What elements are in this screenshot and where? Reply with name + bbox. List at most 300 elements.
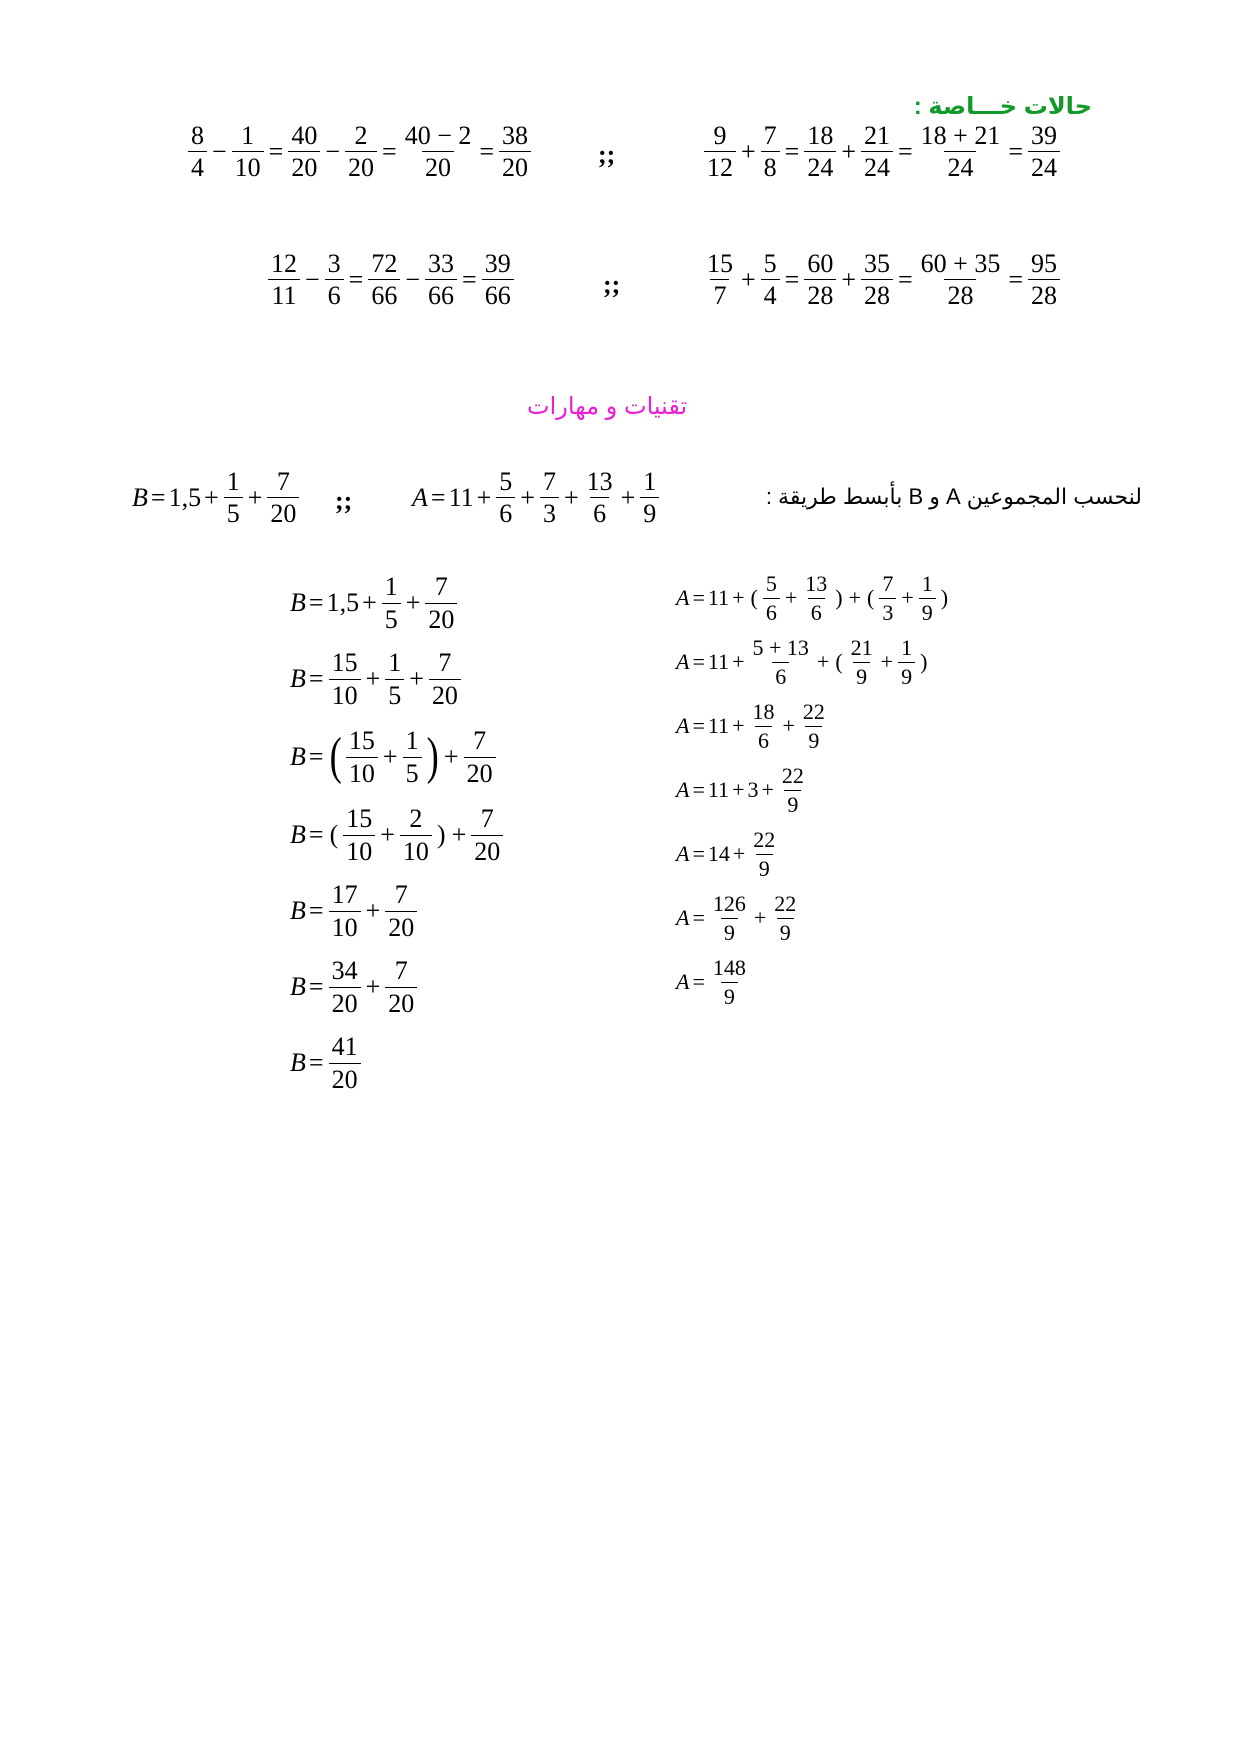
numerator: 15	[706, 249, 733, 278]
numerator: 13	[805, 571, 828, 597]
fraction	[429, 649, 461, 709]
step-B-row	[290, 640, 505, 718]
math-operator: +	[816, 649, 830, 674]
fraction	[464, 727, 496, 787]
denominator: 11	[268, 279, 299, 309]
fraction	[368, 250, 400, 310]
numerator: 7	[542, 467, 556, 496]
numerator: 7	[480, 804, 494, 834]
step-B-row	[290, 796, 505, 874]
denominator: 10	[343, 835, 375, 865]
numerator: 60	[807, 249, 834, 278]
numerator: 5 + 13	[752, 635, 809, 661]
math-operator: =	[692, 713, 705, 738]
math-operator: +	[841, 136, 856, 166]
fraction	[329, 649, 361, 709]
numerator: 1	[388, 648, 402, 678]
denominator: 20	[422, 151, 454, 181]
separator: ;;	[598, 140, 616, 169]
numerator: 18 + 21	[920, 121, 1001, 150]
math-number: 11	[707, 649, 730, 674]
math-operator: =	[692, 777, 705, 802]
math-operator: =	[784, 136, 800, 166]
fraction	[710, 956, 749, 1007]
steps-A	[676, 566, 951, 1014]
denominator: 24	[944, 151, 976, 181]
denominator: 3	[879, 598, 896, 624]
numerator: 5	[765, 571, 777, 597]
math-operator: +	[476, 482, 492, 512]
numerator: 13	[586, 467, 613, 496]
math-variable: A	[676, 713, 690, 738]
denominator: 20	[288, 151, 320, 181]
math-operator: =	[308, 896, 324, 925]
numerator: 7	[276, 467, 290, 496]
math-variable: A	[676, 649, 690, 674]
fraction	[268, 250, 300, 310]
fraction	[325, 250, 344, 310]
fraction	[779, 764, 807, 815]
fraction	[704, 250, 736, 310]
fraction	[329, 957, 361, 1017]
math-operator: =	[897, 136, 913, 166]
fraction	[750, 828, 778, 879]
math-number: 1,5	[168, 482, 202, 512]
math-operator: +	[841, 264, 856, 294]
denominator: 9	[805, 726, 822, 752]
numerator: 7	[394, 880, 408, 910]
math-operator: =	[462, 264, 477, 294]
denominator: 6	[808, 598, 825, 624]
denominator: 9	[721, 918, 738, 944]
math-operator: =	[479, 136, 495, 166]
math-variable: A	[676, 905, 690, 930]
denominator: 5	[382, 603, 401, 633]
large-parenthesis: )	[426, 728, 439, 785]
math-number: 11	[707, 585, 730, 610]
math-operator: +	[520, 482, 535, 512]
numerator: 9	[713, 121, 727, 150]
fraction	[471, 805, 503, 865]
numerator: 21	[863, 121, 890, 150]
math-operator: +	[247, 482, 263, 512]
denominator: 9	[640, 497, 659, 527]
numerator: 39	[1031, 121, 1057, 150]
math-operator: +	[409, 664, 424, 693]
math-operator: (	[750, 585, 758, 610]
math-operator: +	[753, 905, 767, 930]
math-variable: B	[290, 972, 306, 1001]
numerator: 7	[882, 571, 894, 597]
steps-B	[290, 566, 505, 1100]
fraction	[761, 250, 780, 310]
fraction	[918, 250, 1004, 310]
numerator: 34	[331, 956, 358, 986]
large-parenthesis: (	[329, 728, 342, 785]
math-operator: +	[405, 588, 421, 617]
numerator: 1	[226, 467, 240, 496]
fraction	[800, 700, 828, 751]
math-operator: =	[692, 905, 705, 930]
fraction	[584, 468, 616, 528]
numerator: 12	[271, 249, 297, 278]
math-operator: +	[563, 482, 579, 512]
fraction	[704, 122, 736, 182]
math-variable: A	[676, 777, 690, 802]
denominator: 20	[329, 987, 361, 1017]
math-operator: +	[204, 482, 219, 512]
math-variable: B	[290, 588, 306, 617]
step-A-row	[676, 630, 951, 694]
numerator: 1	[241, 121, 255, 150]
numerator: 35	[863, 249, 890, 278]
math-operator: =	[308, 820, 324, 849]
instruction-text: لنحسب المجموعين A و B بأبسط طريقة :	[765, 484, 1142, 509]
denominator: 9	[919, 598, 936, 624]
denominator: 10	[346, 757, 378, 787]
fraction	[1028, 250, 1060, 310]
numerator: 39	[484, 249, 511, 278]
denominator: 20	[429, 679, 461, 709]
denominator: 28	[804, 279, 836, 309]
denominator: 10	[329, 911, 361, 941]
denominator: 8	[761, 151, 780, 181]
step-A-row	[676, 886, 951, 950]
fraction	[343, 805, 375, 865]
math-operator: =	[150, 482, 166, 512]
fraction	[403, 727, 422, 787]
fraction	[861, 250, 893, 310]
fraction	[761, 122, 780, 182]
fraction	[385, 881, 417, 941]
numerator: 3	[327, 249, 341, 278]
denominator: 66	[482, 279, 514, 309]
math-variable: B	[290, 664, 306, 693]
math-variable: A	[676, 969, 690, 994]
denominator: 6	[590, 497, 609, 527]
math-operator: =	[268, 136, 284, 166]
math-number: 1,5	[326, 588, 360, 617]
math-number: 14	[707, 841, 730, 866]
step-B-row	[290, 718, 505, 796]
denominator: 5	[403, 757, 422, 787]
fraction	[1028, 122, 1060, 182]
fraction	[918, 122, 1004, 182]
fraction	[749, 636, 811, 687]
fraction	[861, 122, 893, 182]
step-B-row	[290, 566, 505, 640]
math-operator: +	[732, 649, 745, 674]
denominator: 9	[898, 662, 915, 688]
numerator: 21	[850, 635, 873, 661]
numerator: 5	[763, 249, 777, 278]
fraction	[224, 468, 243, 528]
math-operator: +	[732, 585, 745, 610]
denominator: 20	[345, 151, 377, 181]
math-operator: −	[405, 264, 421, 294]
fraction	[802, 572, 830, 623]
math-operator: )	[940, 585, 949, 610]
denominator: 12	[704, 151, 736, 181]
special-cases-title: حالات خـــاصة :	[913, 93, 1092, 120]
math-operator: )	[920, 649, 928, 674]
math-operator: +	[365, 972, 381, 1001]
denominator: 24	[861, 151, 893, 181]
math-variable: B	[290, 1048, 306, 1077]
fraction	[425, 573, 457, 633]
math-operator: =	[897, 264, 913, 294]
math-operator: =	[784, 264, 800, 294]
fraction	[329, 1033, 361, 1093]
fraction	[425, 250, 457, 310]
fraction	[879, 572, 896, 623]
skills-title: تقنيات و مهارات	[527, 393, 688, 420]
numerator: 7	[434, 572, 448, 602]
math-number: 11	[707, 713, 730, 738]
math-variable: A	[676, 841, 690, 866]
numerator: 1	[901, 635, 913, 661]
math-operator: −	[325, 136, 341, 166]
numerator: 15	[348, 726, 375, 756]
math-operator: =	[692, 841, 705, 866]
denominator: 9	[721, 982, 738, 1008]
denominator: 6	[496, 497, 515, 527]
fraction	[640, 468, 659, 528]
fraction	[400, 805, 432, 865]
denominator: 10	[232, 151, 264, 181]
denominator: 10	[400, 835, 432, 865]
denominator: 20	[471, 835, 503, 865]
math-number: 11	[707, 777, 730, 802]
denominator: 9	[853, 662, 870, 688]
math-operator: =	[1008, 136, 1023, 166]
math-number: 11	[448, 482, 474, 512]
denominator: 20	[385, 911, 417, 941]
math-operator: =	[308, 588, 324, 617]
numerator: 1	[921, 571, 933, 597]
denominator: 28	[1028, 279, 1060, 309]
fraction	[329, 881, 361, 941]
math-operator: =	[692, 969, 705, 994]
numerator: 22	[774, 891, 797, 917]
numerator: 41	[331, 1032, 358, 1062]
math-operator: +	[740, 264, 756, 294]
numerator: 1	[384, 572, 398, 602]
fraction	[804, 250, 836, 310]
math-number: 3	[747, 777, 759, 802]
math-operator: (	[329, 820, 339, 849]
separator: ;;	[335, 486, 353, 515]
math-operator: =	[1008, 264, 1023, 294]
step-A-row	[676, 950, 951, 1014]
denominator: 20	[385, 987, 417, 1017]
fraction	[232, 122, 264, 182]
math-operator: (	[866, 585, 875, 610]
step-B-row	[290, 874, 505, 948]
math-operator: +	[761, 777, 774, 802]
special-eq-left-2	[266, 250, 516, 310]
denominator: 6	[325, 279, 344, 309]
fraction	[499, 122, 531, 182]
math-operator: =	[430, 482, 446, 512]
numerator: 1	[405, 726, 419, 756]
numerator: 95	[1031, 249, 1057, 278]
math-operator: =	[308, 972, 324, 1001]
denominator: 4	[761, 279, 780, 309]
denominator: 20	[267, 497, 299, 527]
math-operator: −	[305, 264, 320, 294]
numerator: 15	[331, 648, 358, 678]
denominator: 20	[499, 151, 531, 181]
denominator: 9	[784, 790, 801, 816]
step-A-row	[676, 566, 951, 630]
math-operator: +	[365, 896, 381, 925]
step-A-row	[676, 758, 951, 822]
numerator: 15	[346, 804, 373, 834]
fraction	[267, 468, 299, 528]
numerator: 7	[763, 121, 777, 150]
math-operator: =	[692, 649, 705, 674]
denominator: 20	[425, 603, 457, 633]
math-operator: +	[451, 820, 467, 849]
step-A-row	[676, 822, 951, 886]
math-variable: A	[412, 482, 428, 512]
special-eq-right-1	[702, 122, 1062, 182]
denominator: 24	[804, 151, 836, 181]
math-operator: +	[382, 742, 398, 771]
separator: ;;	[603, 270, 621, 299]
fraction	[288, 122, 320, 182]
numerator: 148	[712, 955, 746, 981]
math-variable: B	[290, 820, 306, 849]
math-variable: B	[290, 896, 306, 925]
step-B-row	[290, 1026, 505, 1100]
math-operator: +	[901, 585, 914, 610]
denominator: 5	[385, 679, 404, 709]
fraction	[848, 636, 876, 687]
math-operator: +	[443, 742, 459, 771]
fraction	[771, 892, 799, 943]
numerator: 1	[643, 467, 657, 496]
numerator: 8	[191, 121, 204, 150]
math-operator: +	[620, 482, 636, 512]
denominator: 6	[772, 662, 789, 688]
numerator: 40	[291, 121, 318, 150]
math-operator: =	[692, 585, 705, 610]
fraction	[763, 572, 780, 623]
numerator: 18	[752, 699, 775, 725]
math-operator: +	[732, 777, 745, 802]
numerator: 22	[781, 763, 804, 789]
math-operator: )	[436, 820, 446, 849]
denominator: 3	[540, 497, 559, 527]
numerator: 72	[371, 249, 398, 278]
math-operator: −	[212, 136, 227, 166]
special-eq-left-1	[186, 122, 533, 182]
denominator: 9	[777, 918, 794, 944]
numerator: 126	[712, 891, 746, 917]
math-operator: =	[308, 742, 324, 771]
fraction	[188, 122, 207, 182]
fraction	[345, 122, 377, 182]
math-operator: +	[380, 820, 395, 849]
fraction	[919, 572, 936, 623]
fraction	[710, 892, 749, 943]
fraction	[385, 649, 404, 709]
fraction	[382, 573, 401, 633]
denominator: 10	[329, 679, 361, 709]
denominator: 5	[224, 497, 243, 527]
math-operator: )	[835, 585, 843, 610]
math-operator: (	[835, 649, 843, 674]
numerator: 33	[428, 249, 455, 278]
denominator: 20	[329, 1063, 361, 1093]
math-operator: =	[348, 264, 364, 294]
denominator: 24	[1028, 151, 1060, 181]
denominator: 4	[188, 151, 207, 181]
numerator: 18	[807, 121, 834, 150]
math-operator: +	[740, 136, 756, 166]
math-operator: =	[382, 136, 397, 166]
numerator: 5	[499, 467, 513, 496]
fraction	[804, 122, 836, 182]
math-operator: +	[784, 585, 798, 610]
numerator: 22	[753, 827, 776, 853]
math-variable: B	[132, 482, 148, 512]
math-variable: B	[290, 742, 306, 771]
numerator: 17	[331, 880, 358, 910]
numerator: 2	[354, 121, 368, 150]
denominator: 6	[763, 598, 780, 624]
fraction	[482, 250, 514, 310]
fraction	[496, 468, 515, 528]
numerator: 7	[438, 648, 452, 678]
definition-B	[132, 468, 301, 528]
math-operator: +	[732, 713, 745, 738]
definition-A	[412, 468, 661, 528]
math-operator: +	[732, 841, 746, 866]
math-operator: =	[308, 1048, 324, 1077]
numerator: 22	[802, 699, 825, 725]
denominator: 9	[756, 854, 773, 880]
fraction	[749, 700, 777, 751]
numerator: 7	[473, 726, 487, 756]
math-operator: +	[362, 588, 377, 617]
denominator: 28	[944, 279, 976, 309]
fraction	[402, 122, 475, 182]
fraction	[385, 957, 417, 1017]
numerator: 2	[409, 804, 423, 834]
math-variable: A	[676, 585, 690, 610]
math-operator: +	[880, 649, 894, 674]
math-operator: +	[782, 713, 795, 738]
fraction	[898, 636, 915, 687]
fraction	[540, 468, 559, 528]
step-A-row	[676, 694, 951, 758]
denominator: 28	[861, 279, 893, 309]
math-operator: =	[308, 664, 324, 693]
denominator: 7	[710, 279, 729, 309]
numerator: 60 + 35	[920, 249, 1001, 278]
step-B-row	[290, 948, 505, 1026]
numerator: 38	[502, 121, 529, 150]
denominator: 66	[368, 279, 400, 309]
denominator: 20	[464, 757, 496, 787]
numerator: 7	[394, 956, 408, 986]
math-operator: +	[848, 585, 861, 610]
math-operator: +	[365, 664, 381, 693]
denominator: 66	[425, 279, 457, 309]
